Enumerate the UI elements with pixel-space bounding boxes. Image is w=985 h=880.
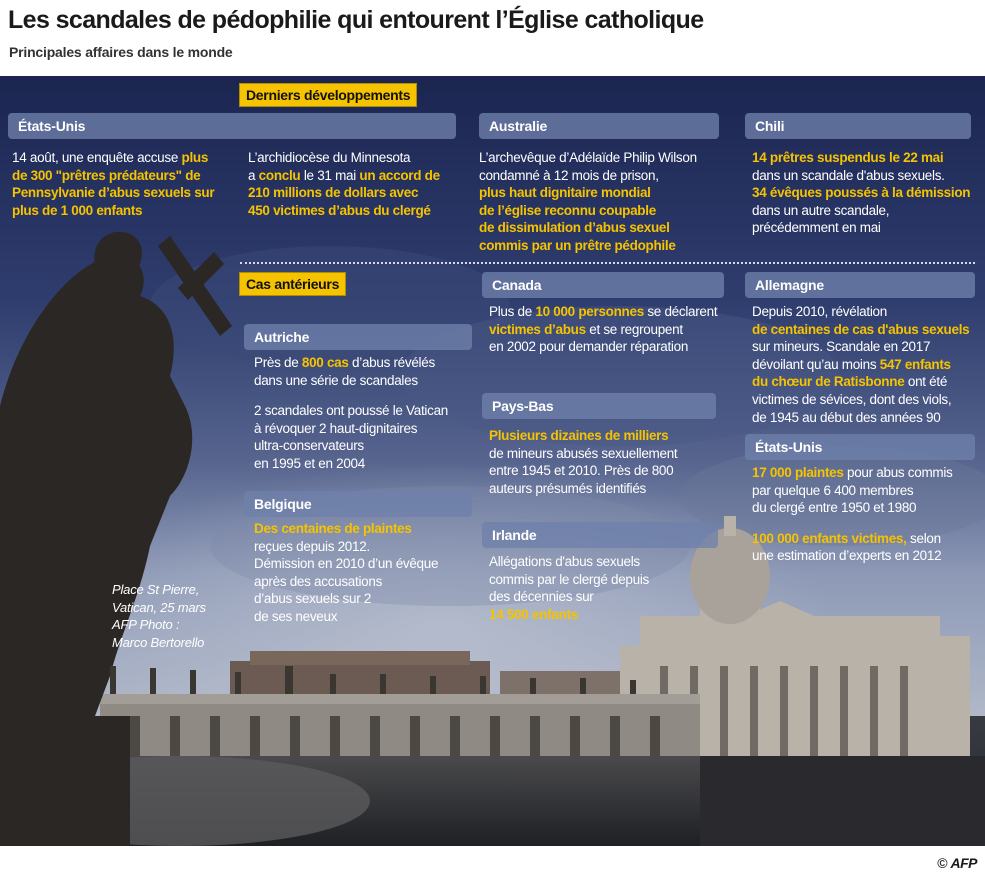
photo-caption: Place St Pierre, Vatican, 25 mars AFP Photo : Marco Bertorello — [112, 582, 206, 650]
netherlands-text: Plusieurs dizaines de milliers de mineurs abusés sexuellement entre 1945 et 2010. Près de 800 auteurs présumés identifiés — [489, 428, 678, 496]
header-netherlands: Pays-Bas — [482, 393, 716, 419]
chile-text: 14 prêtres suspendus le 22 mai dans un scandale d'abus sexuels. 34 évêques poussés à la démission dans un autre scandale, précédemment en mai — [752, 150, 971, 236]
header-austria: Autriche — [244, 324, 472, 350]
header-canada: Canada — [482, 272, 724, 298]
page-title: Les scandales de pédophilie qui entourent l’Église catholique — [8, 6, 704, 34]
section-divider — [240, 262, 975, 264]
header-usa-recent: États-Unis — [8, 113, 456, 139]
section-chip-recent-developments: Derniers développements — [239, 83, 417, 107]
header-usa-previous: États-Unis — [745, 434, 975, 460]
austria-text: Près de 800 cas d’abus révélés dans une série de scandales 2 scandales ont poussé le Vatican à révoquer 2 haut-dignitaires ultra-conservateurs en 1995 et en 2004 — [254, 355, 448, 471]
header-belgium: Belgique — [244, 491, 472, 517]
header-australia: Australie — [479, 113, 719, 139]
header-germany: Allemagne — [745, 272, 975, 298]
usa-previous-text: 17 000 plaintes pour abus commis par quelque 6 400 membres du clergé entre 1950 et 1980 100 000 enfants victimes, selon une estimation d’experts en 2012 — [752, 465, 953, 564]
afp-logo: AFP — [950, 855, 977, 871]
germany-text: Depuis 2010, révélation de centaines de cas d'abus sexuels sur mineurs. Scandale en 2017 dévoilant qu’au moins 547 enfants du chœur de Ratisbonne ont été victimes de sévices, dont des viols, de 1945 au début des années 90 — [752, 304, 970, 425]
section-chip-previous-cases: Cas antérieurs — [239, 272, 346, 296]
usa-recent-text-col1: 14 août, une enquête accuse plus de 300 "prêtres prédateurs" de Pennsylvanie d’abus sexuels sur plus de 1 000 enfants — [12, 150, 215, 218]
afp-copyright — [937, 855, 977, 871]
canada-text: Plus de 10 000 personnes se déclarent victimes d’abus et se regroupent en 2002 pour demander réparation — [489, 304, 718, 355]
header-ireland: Irlande — [482, 522, 718, 548]
header-chile: Chili — [745, 113, 971, 139]
belgium-text: Des centaines de plaintes reçues depuis 2012. Démission en 2010 d’un évêque après des accusations d’abus sexuels sur 2 de ses neveux — [254, 521, 439, 624]
page-subtitle: Principales affaires dans le monde — [9, 44, 233, 60]
usa-recent-text-col2: L’archidiocèse du Minnesota a conclu le 31 mai un accord de 210 millions de dollars avec 450 victimes d’abus du clergé — [248, 150, 440, 218]
australia-text: L’archevêque d’Adélaïde Philip Wilson condamné à 12 mois de prison, plus haut dignitaire mondial de l’église reconnu coupable de dissimulation d’abus sexuel commis par un prêtre pédophile — [479, 150, 697, 253]
copyright-symbol: © — [937, 855, 948, 871]
ireland-text: Allégations d'abus sexuels commis par le clergé depuis des décennies sur 14 500 enfants — [489, 554, 649, 622]
